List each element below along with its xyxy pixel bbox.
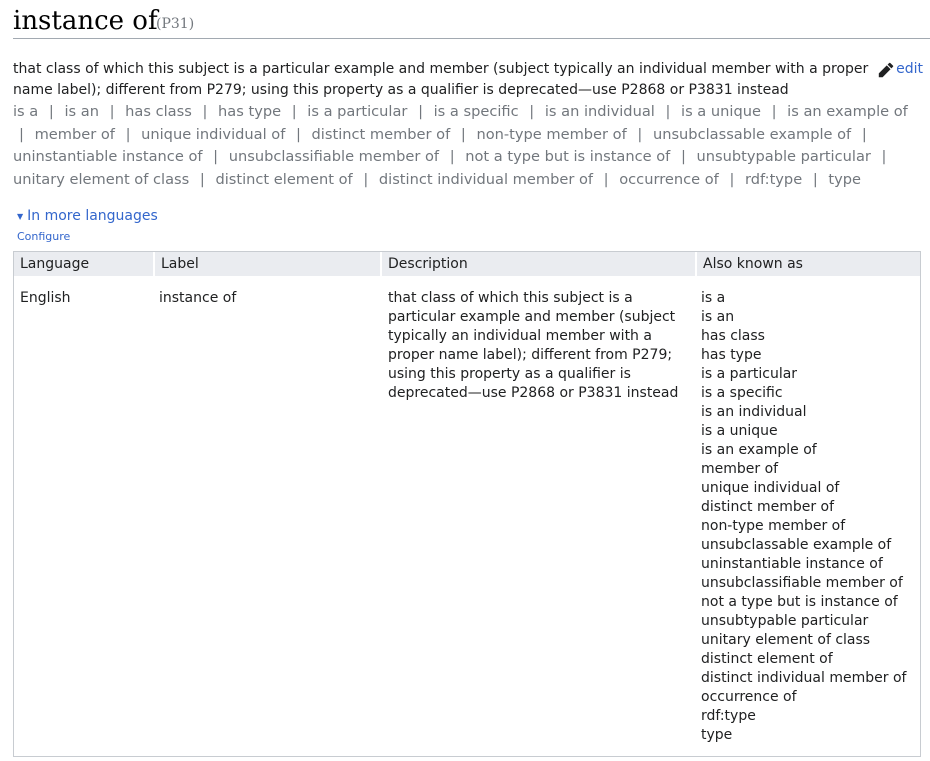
list-item: unitary element of class: [701, 632, 871, 648]
list-item: type: [701, 727, 733, 743]
alias-separator: |: [199, 170, 205, 188]
list-item: member of: [701, 461, 779, 477]
alias-item: not a type but is instance of: [465, 148, 671, 166]
alias-separator: |: [202, 103, 208, 120]
alias-separator: |: [418, 103, 423, 120]
list-item: non-type member of: [701, 518, 846, 534]
table-header: [14, 252, 920, 276]
cell-description: that class of which this subject is a particular example and member (subject typically an individual member with a proper name label); different from P279; using this property as a qualifier is deprecated—use P2868 or P3831 instead: [388, 290, 679, 401]
property-id: (P31): [156, 16, 195, 32]
description-text: that class of which this subject is a particular example and member (subject typically an individual member with a proper name label); different from P279; using this property as a qualifier is deprecated—use P2868 or P3831 instead: [13, 61, 869, 98]
column-header-label: Label: [153, 252, 380, 276]
list-item: is a specific: [701, 385, 783, 401]
alias-separator: |: [665, 103, 671, 120]
list-item: rdf:type: [701, 708, 756, 724]
alias-separator: |: [460, 125, 466, 143]
alias-item: rdf:type: [745, 170, 803, 188]
alias-separator: |: [449, 148, 455, 166]
list-item: is a particular: [701, 366, 798, 382]
page-header: [13, 2, 930, 39]
column-header-description: Description: [380, 252, 695, 276]
alias-separator: |: [109, 103, 115, 120]
alias-item: unsubclassable example of: [652, 125, 852, 143]
alias-item: is an: [64, 103, 99, 120]
alias-item: has type: [218, 103, 282, 120]
alias-item: is a specific: [433, 103, 519, 120]
list-item: unsubtypable particular: [701, 613, 869, 629]
alias-item: is an example of: [787, 103, 908, 120]
table-row: [14, 276, 920, 745]
alias-item: has class: [125, 103, 192, 120]
list-item: has class: [701, 328, 765, 344]
list-item: is an individual: [701, 404, 807, 420]
alias-separator: |: [529, 103, 535, 120]
alias-item: unsubtypable particular: [696, 148, 871, 166]
description-row: [13, 59, 923, 101]
column-header-language: Language: [20, 256, 90, 272]
alias-separator: |: [603, 170, 609, 188]
alias-item: is a: [13, 103, 39, 120]
alias-list-inline: [13, 101, 913, 191]
alias-item: unitary element of class: [13, 170, 190, 188]
alias-item: distinct individual member of: [378, 170, 594, 188]
alias-item: type: [828, 170, 861, 188]
alias-separator: |: [291, 103, 297, 120]
alias-item: is an individual: [544, 103, 655, 120]
alias-item: non-type member of: [476, 125, 627, 143]
alias-separator: |: [213, 148, 219, 166]
alias-separator: |: [19, 125, 24, 143]
alias-item: is a particular: [307, 103, 408, 120]
alias-separator: |: [48, 103, 54, 120]
column-header-aliases: Also known as: [695, 252, 920, 276]
list-item: uninstantiable instance of: [701, 556, 883, 572]
alias-item: is a unique: [681, 103, 761, 120]
cell-language: English: [20, 290, 71, 306]
list-item: unsubclassifiable member of: [701, 575, 903, 591]
alias-list: [701, 289, 920, 745]
more-languages-toggle[interactable]: [17, 208, 158, 224]
pencil-icon: [878, 62, 894, 78]
alias-separator: |: [295, 125, 301, 143]
list-item: distinct individual member of: [701, 670, 907, 686]
edit-label: edit: [896, 61, 923, 77]
alias-separator: |: [637, 125, 643, 143]
list-item: is a unique: [701, 423, 778, 439]
list-item: is an example of: [701, 442, 817, 458]
alias-separator: |: [363, 170, 369, 188]
triangle-down-icon: ▼: [17, 211, 24, 221]
alias-separator: |: [881, 148, 887, 166]
alias-separator: |: [680, 148, 686, 166]
cell-label: instance of: [159, 290, 237, 306]
list-item: not a type but is instance of: [701, 594, 898, 610]
list-item: is an: [701, 309, 735, 325]
edit-link[interactable]: [876, 59, 923, 80]
alias-item: occurrence of: [619, 170, 719, 188]
alias-item: uninstantiable instance of: [13, 148, 203, 166]
alias-item: member of: [34, 125, 115, 143]
list-item: distinct member of: [701, 499, 835, 515]
alias-item: distinct element of: [215, 170, 353, 188]
alias-item: unique individual of: [141, 125, 286, 143]
alias-separator: |: [812, 170, 818, 188]
alias-separator: |: [861, 125, 867, 143]
alias-item: distinct member of: [311, 125, 451, 143]
list-item: occurrence of: [701, 689, 797, 705]
list-item: has type: [701, 347, 762, 363]
list-item: is a: [701, 290, 726, 306]
cell-aliases: [695, 289, 920, 745]
alias-separator: |: [771, 103, 777, 120]
configure-link[interactable]: Configure: [17, 230, 71, 243]
more-languages-label: In more languages: [27, 208, 158, 224]
alias-separator: |: [729, 170, 735, 188]
alias-item: unsubclassifiable member of: [228, 148, 440, 166]
alias-separator: |: [125, 125, 131, 143]
list-item: unique individual of: [701, 480, 840, 496]
list-item: distinct element of: [701, 651, 833, 667]
languages-table: [13, 251, 921, 757]
page-title: instance of: [13, 6, 158, 36]
list-item: unsubclassable example of: [701, 537, 892, 553]
